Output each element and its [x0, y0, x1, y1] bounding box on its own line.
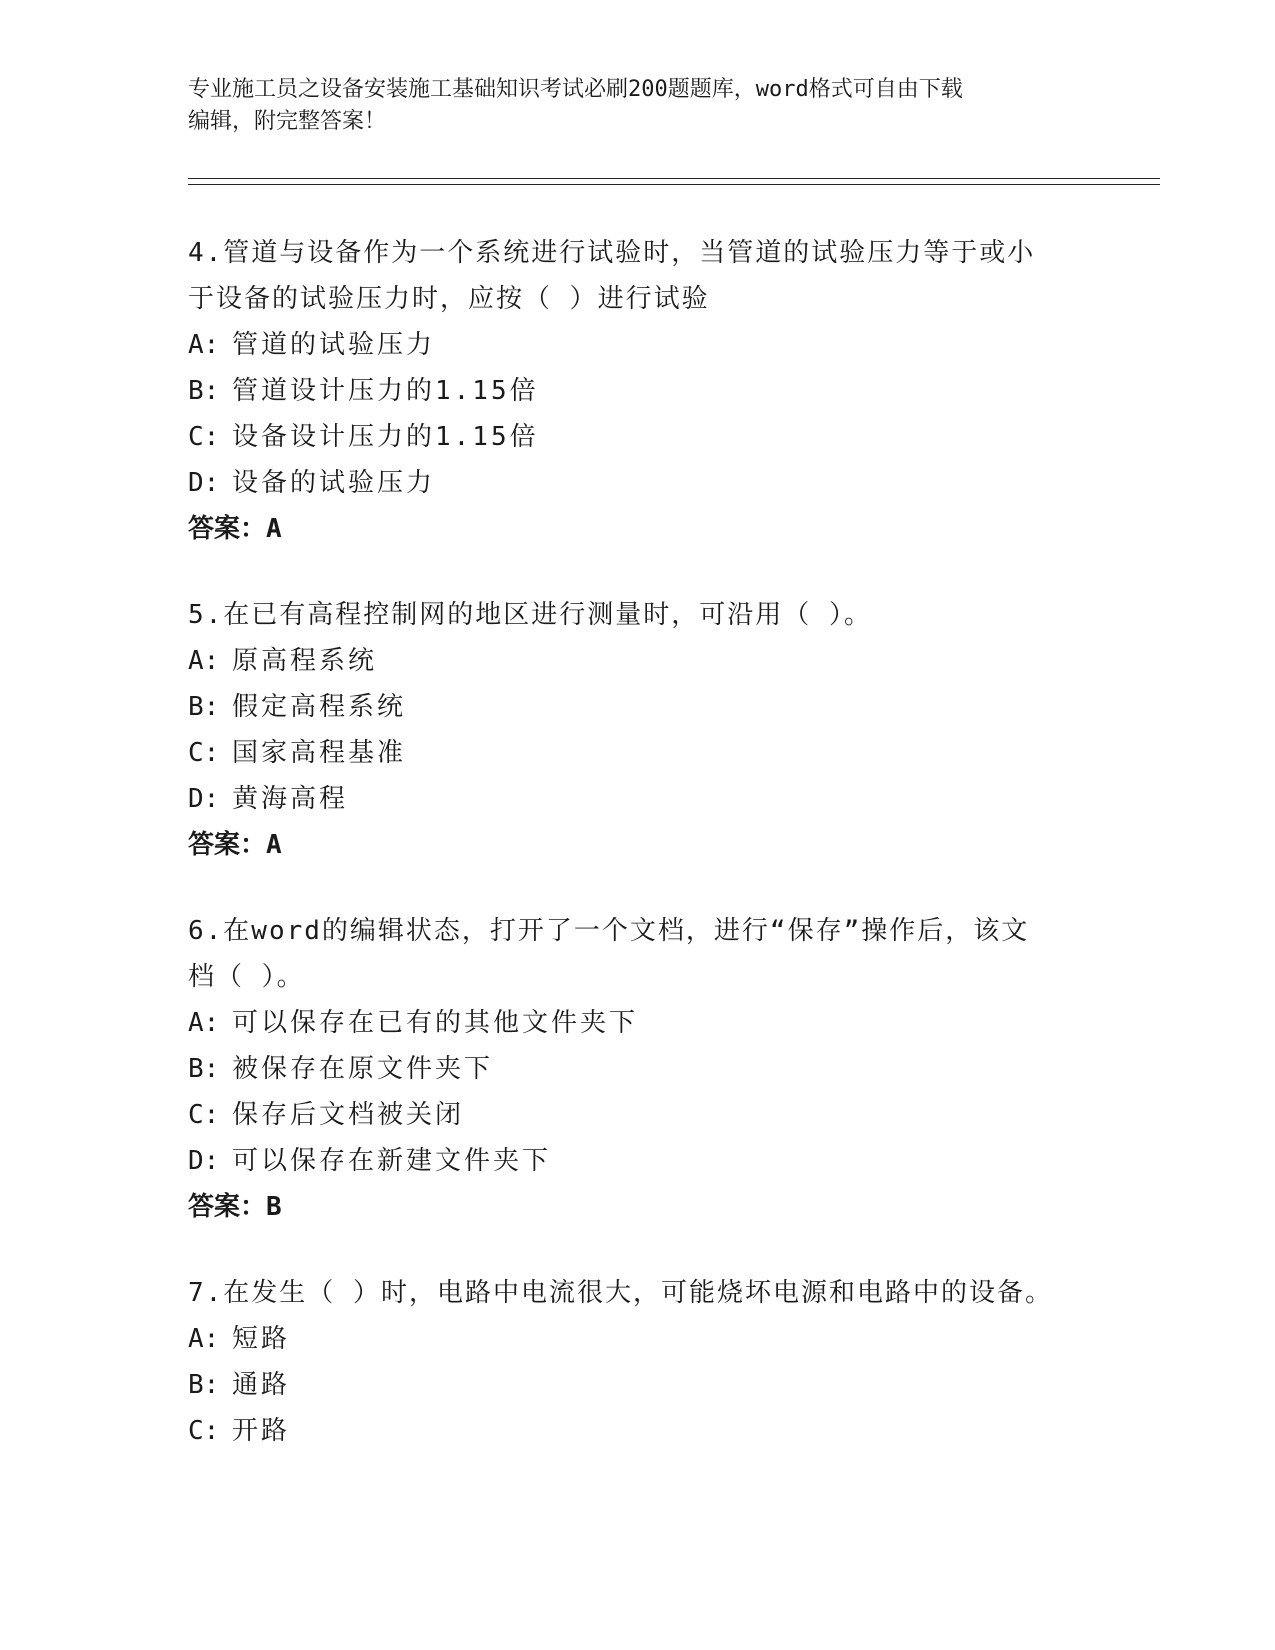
option-key: B:: [188, 1370, 220, 1400]
question-block: [188, 592, 1088, 868]
option-text: 可以保存在新建文件夹下: [232, 1146, 552, 1176]
answer-option: [188, 1408, 1088, 1454]
answer-option: [188, 322, 1088, 368]
option-text: 开路: [232, 1416, 291, 1446]
answer-option: [188, 776, 1088, 822]
answer-option: [188, 1316, 1088, 1362]
option-key: A:: [188, 1008, 220, 1038]
option-text: 管道的试验压力: [232, 330, 436, 360]
option-text: 设备的试验压力: [232, 468, 436, 498]
answer-option: [188, 684, 1088, 730]
option-text: 假定高程系统: [232, 692, 407, 722]
question-stem-line: 6.在word的编辑状态，打开了一个文档，进行“保存”操作后，该文: [188, 916, 1030, 946]
question-block: [188, 1270, 1088, 1454]
question-block: [188, 230, 1088, 552]
answer-label: 答案：A: [188, 514, 282, 544]
option-key: B:: [188, 1054, 220, 1084]
option-key: A:: [188, 646, 220, 676]
answer-option: [188, 730, 1088, 776]
option-key: D:: [188, 1146, 220, 1176]
answer-label: 答案：B: [188, 1192, 282, 1222]
answer-option: [188, 460, 1088, 506]
question-stem-line: 7.在发生（ ）时，电路中电流很大，可能烧坏电源和电路中的设备。: [188, 1278, 1053, 1308]
header-title-line-2: 编辑，附完整答案！: [188, 109, 387, 134]
option-text: 原高程系统: [232, 646, 378, 676]
option-key: A:: [188, 330, 220, 360]
option-key: C:: [188, 738, 220, 768]
answer-option: [188, 414, 1088, 460]
answer-option: [188, 368, 1088, 414]
option-key: C:: [188, 422, 220, 452]
option-text: 被保存在原文件夹下: [232, 1054, 494, 1084]
question-stem-line: 4.管道与设备作为一个系统进行试验时，当管道的试验压力等于或小: [188, 238, 1036, 268]
option-text: 国家高程基准: [232, 738, 407, 768]
option-key: C:: [188, 1100, 220, 1130]
option-text: 保存后文档被关闭: [232, 1100, 465, 1130]
option-key: C:: [188, 1416, 220, 1446]
option-text: 通路: [232, 1370, 291, 1400]
answer-option: [188, 1362, 1088, 1408]
question-block: [188, 908, 1088, 1230]
question-stem-line: 5.在已有高程控制网的地区进行测量时，可沿用（ ）。: [188, 600, 872, 630]
header-title-line-1: 专业施工员之设备安装施工基础知识考试必刷200题题库，word格式可自由下载: [188, 77, 963, 102]
option-key: A:: [188, 1324, 220, 1354]
option-text: 短路: [232, 1324, 291, 1354]
question-stem-line: 于设备的试验压力时，应按（ ）进行试验: [188, 284, 710, 314]
question-list: [188, 230, 1088, 1494]
answer-option: [188, 1000, 1088, 1046]
option-key: B:: [188, 376, 220, 406]
question-stem-line: 档（ ）。: [188, 962, 305, 992]
document-header: [188, 74, 1068, 138]
option-key: B:: [188, 692, 220, 722]
answer-option: [188, 1092, 1088, 1138]
header-divider-bottom: [188, 184, 1160, 185]
answer-label: 答案：A: [188, 830, 282, 860]
option-text: 黄海高程: [232, 784, 349, 814]
option-text: 设备设计压力的1.15倍: [232, 422, 539, 452]
option-text: 管道设计压力的1.15倍: [232, 376, 539, 406]
header-divider-top: [188, 178, 1160, 179]
answer-option: [188, 638, 1088, 684]
option-key: D:: [188, 784, 220, 814]
option-key: D:: [188, 468, 220, 498]
answer-option: [188, 1046, 1088, 1092]
option-text: 可以保存在已有的其他文件夹下: [232, 1008, 639, 1038]
answer-option: [188, 1138, 1088, 1184]
